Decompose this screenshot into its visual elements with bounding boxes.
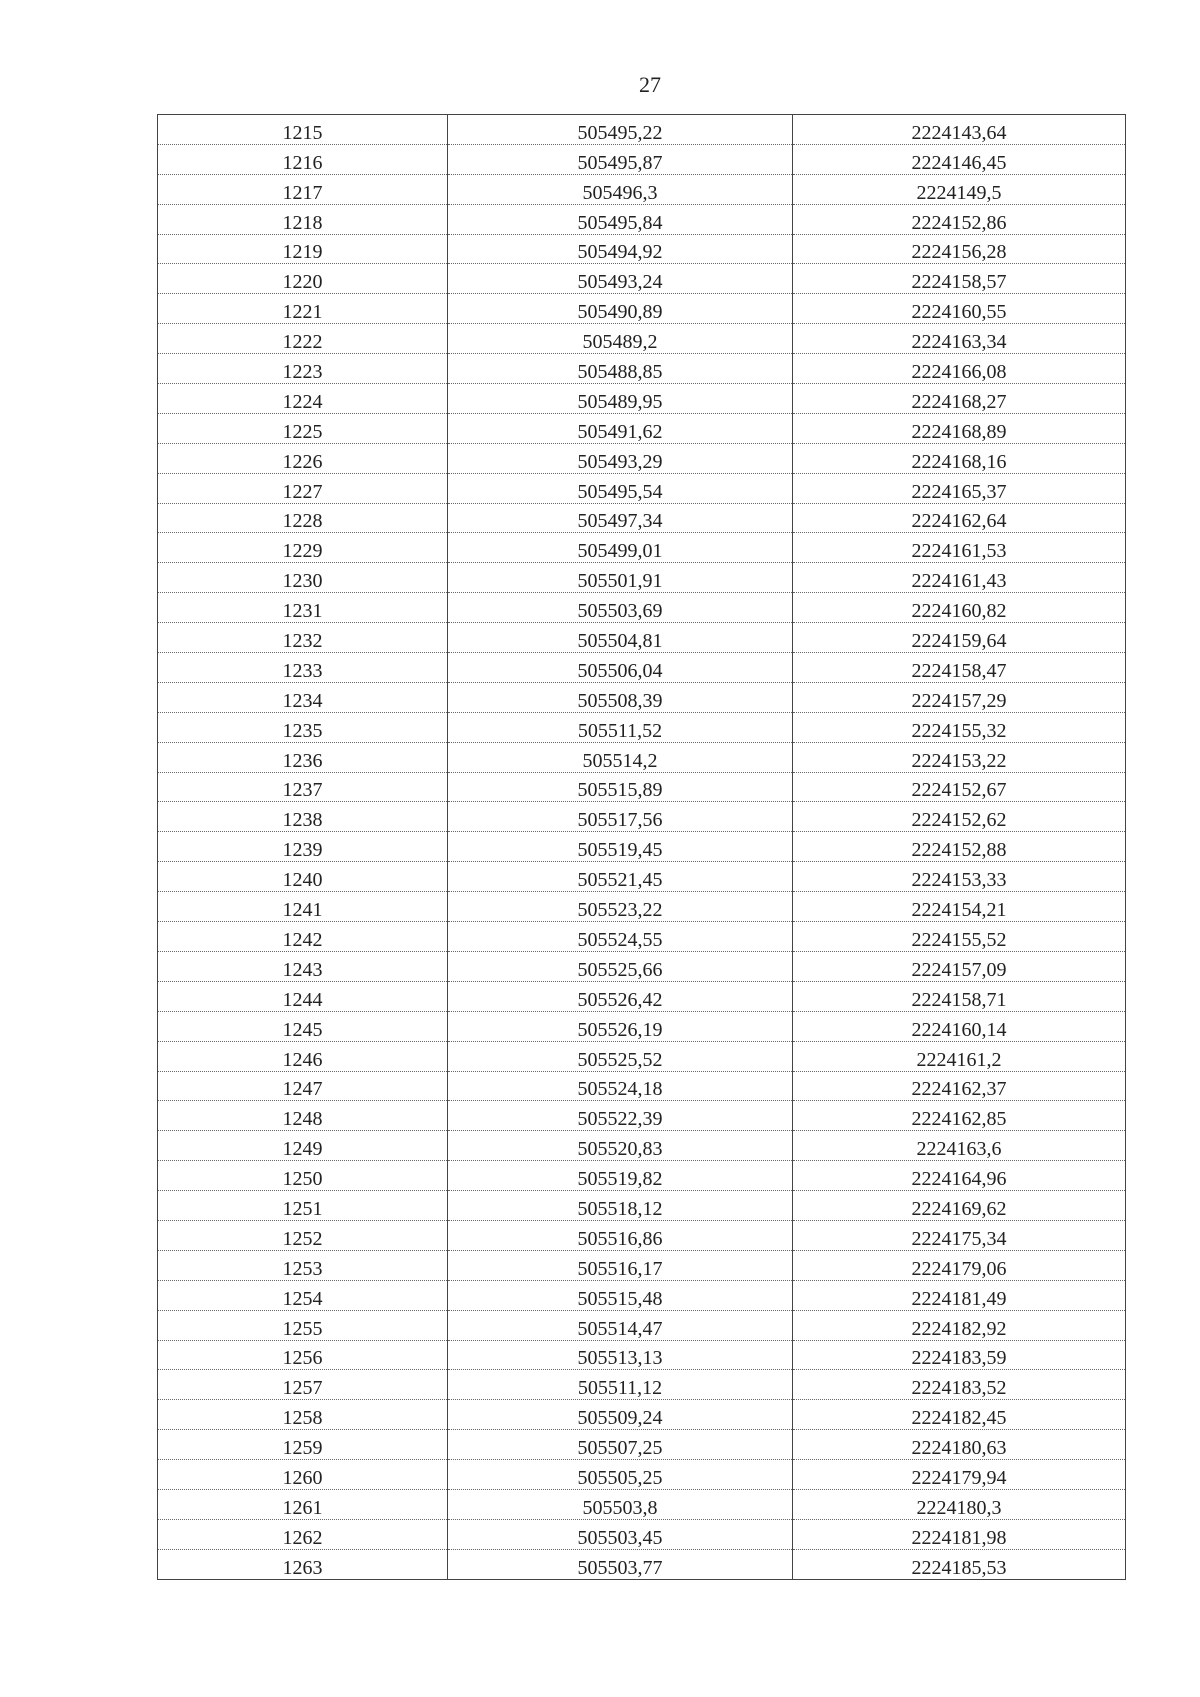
table-row bbox=[158, 1310, 1126, 1340]
point-number-cell: 1233 bbox=[158, 653, 448, 683]
table-row bbox=[158, 264, 1126, 294]
table-row bbox=[158, 204, 1126, 234]
x-coordinate-cell: 505503,77 bbox=[448, 1549, 793, 1579]
table-row bbox=[158, 832, 1126, 862]
point-number-cell: 1258 bbox=[158, 1400, 448, 1430]
table-row bbox=[158, 503, 1126, 533]
y-coordinate-cell: 2224160,82 bbox=[793, 593, 1126, 623]
point-number-cell: 1234 bbox=[158, 682, 448, 712]
y-coordinate-cell: 2224161,2 bbox=[793, 1041, 1126, 1071]
point-number-cell: 1262 bbox=[158, 1519, 448, 1549]
y-coordinate-cell: 2224158,47 bbox=[793, 653, 1126, 683]
table-row bbox=[158, 1161, 1126, 1191]
table-row bbox=[158, 1519, 1126, 1549]
point-number-cell: 1225 bbox=[158, 413, 448, 443]
x-coordinate-cell: 505519,45 bbox=[448, 832, 793, 862]
point-number-cell: 1238 bbox=[158, 802, 448, 832]
y-coordinate-cell: 2224168,89 bbox=[793, 413, 1126, 443]
x-coordinate-cell: 505516,17 bbox=[448, 1250, 793, 1280]
x-coordinate-cell: 505508,39 bbox=[448, 682, 793, 712]
y-coordinate-cell: 2224183,59 bbox=[793, 1340, 1126, 1370]
point-number-cell: 1217 bbox=[158, 174, 448, 204]
y-coordinate-cell: 2224152,86 bbox=[793, 204, 1126, 234]
x-coordinate-cell: 505495,54 bbox=[448, 473, 793, 503]
x-coordinate-cell: 505489,95 bbox=[448, 384, 793, 414]
point-number-cell: 1249 bbox=[158, 1131, 448, 1161]
y-coordinate-cell: 2224159,64 bbox=[793, 623, 1126, 653]
point-number-cell: 1236 bbox=[158, 742, 448, 772]
y-coordinate-cell: 2224160,14 bbox=[793, 1011, 1126, 1041]
x-coordinate-cell: 505504,81 bbox=[448, 623, 793, 653]
x-coordinate-cell: 505488,85 bbox=[448, 354, 793, 384]
point-number-cell: 1219 bbox=[158, 234, 448, 264]
table-row bbox=[158, 951, 1126, 981]
table-row bbox=[158, 1191, 1126, 1221]
x-coordinate-cell: 505509,24 bbox=[448, 1400, 793, 1430]
x-coordinate-cell: 505506,04 bbox=[448, 653, 793, 683]
y-coordinate-cell: 2224161,53 bbox=[793, 533, 1126, 563]
y-coordinate-cell: 2224146,45 bbox=[793, 144, 1126, 174]
x-coordinate-cell: 505511,52 bbox=[448, 712, 793, 742]
x-coordinate-cell: 505496,3 bbox=[448, 174, 793, 204]
point-number-cell: 1239 bbox=[158, 832, 448, 862]
coordinates-table bbox=[157, 114, 1126, 1580]
y-coordinate-cell: 2224182,92 bbox=[793, 1310, 1126, 1340]
table-row bbox=[158, 473, 1126, 503]
table-row bbox=[158, 623, 1126, 653]
x-coordinate-cell: 505501,91 bbox=[448, 563, 793, 593]
point-number-cell: 1215 bbox=[158, 115, 448, 145]
y-coordinate-cell: 2224157,09 bbox=[793, 951, 1126, 981]
y-coordinate-cell: 2224160,55 bbox=[793, 294, 1126, 324]
table-row bbox=[158, 1041, 1126, 1071]
point-number-cell: 1243 bbox=[158, 951, 448, 981]
y-coordinate-cell: 2224156,28 bbox=[793, 234, 1126, 264]
table-row bbox=[158, 682, 1126, 712]
y-coordinate-cell: 2224175,34 bbox=[793, 1220, 1126, 1250]
point-number-cell: 1235 bbox=[158, 712, 448, 742]
x-coordinate-cell: 505515,89 bbox=[448, 772, 793, 802]
point-number-cell: 1218 bbox=[158, 204, 448, 234]
x-coordinate-cell: 505503,69 bbox=[448, 593, 793, 623]
table-row bbox=[158, 1131, 1126, 1161]
table-row bbox=[158, 443, 1126, 473]
x-coordinate-cell: 505522,39 bbox=[448, 1101, 793, 1131]
x-coordinate-cell: 505503,45 bbox=[448, 1519, 793, 1549]
point-number-cell: 1237 bbox=[158, 772, 448, 802]
table-row bbox=[158, 593, 1126, 623]
point-number-cell: 1251 bbox=[158, 1191, 448, 1221]
point-number-cell: 1261 bbox=[158, 1489, 448, 1519]
table-row bbox=[158, 742, 1126, 772]
table-row bbox=[158, 1250, 1126, 1280]
y-coordinate-cell: 2224180,3 bbox=[793, 1489, 1126, 1519]
x-coordinate-cell: 505495,22 bbox=[448, 115, 793, 145]
point-number-cell: 1255 bbox=[158, 1310, 448, 1340]
y-coordinate-cell: 2224155,32 bbox=[793, 712, 1126, 742]
x-coordinate-cell: 505503,8 bbox=[448, 1489, 793, 1519]
x-coordinate-cell: 505491,62 bbox=[448, 413, 793, 443]
x-coordinate-cell: 505516,86 bbox=[448, 1220, 793, 1250]
table-row bbox=[158, 1430, 1126, 1460]
point-number-cell: 1256 bbox=[158, 1340, 448, 1370]
table-row bbox=[158, 1011, 1126, 1041]
point-number-cell: 1221 bbox=[158, 294, 448, 324]
point-number-cell: 1253 bbox=[158, 1250, 448, 1280]
table-row bbox=[158, 1489, 1126, 1519]
point-number-cell: 1246 bbox=[158, 1041, 448, 1071]
y-coordinate-cell: 2224161,43 bbox=[793, 563, 1126, 593]
table-row bbox=[158, 324, 1126, 354]
point-number-cell: 1230 bbox=[158, 563, 448, 593]
table-row bbox=[158, 144, 1126, 174]
point-number-cell: 1224 bbox=[158, 384, 448, 414]
y-coordinate-cell: 2224149,5 bbox=[793, 174, 1126, 204]
table-row bbox=[158, 174, 1126, 204]
point-number-cell: 1231 bbox=[158, 593, 448, 623]
y-coordinate-cell: 2224152,62 bbox=[793, 802, 1126, 832]
table-row bbox=[158, 922, 1126, 952]
x-coordinate-cell: 505524,55 bbox=[448, 922, 793, 952]
y-coordinate-cell: 2224168,27 bbox=[793, 384, 1126, 414]
x-coordinate-cell: 505494,92 bbox=[448, 234, 793, 264]
y-coordinate-cell: 2224166,08 bbox=[793, 354, 1126, 384]
y-coordinate-cell: 2224162,85 bbox=[793, 1101, 1126, 1131]
point-number-cell: 1228 bbox=[158, 503, 448, 533]
table-row bbox=[158, 1071, 1126, 1101]
x-coordinate-cell: 505489,2 bbox=[448, 324, 793, 354]
x-coordinate-cell: 505493,29 bbox=[448, 443, 793, 473]
x-coordinate-cell: 505495,87 bbox=[448, 144, 793, 174]
x-coordinate-cell: 505520,83 bbox=[448, 1131, 793, 1161]
y-coordinate-cell: 2224152,67 bbox=[793, 772, 1126, 802]
page-number: 27 bbox=[639, 72, 661, 97]
y-coordinate-cell: 2224143,64 bbox=[793, 115, 1126, 145]
y-coordinate-cell: 2224152,88 bbox=[793, 832, 1126, 862]
y-coordinate-cell: 2224155,52 bbox=[793, 922, 1126, 952]
x-coordinate-cell: 505513,13 bbox=[448, 1340, 793, 1370]
table-row bbox=[158, 1220, 1126, 1250]
table-row bbox=[158, 294, 1126, 324]
y-coordinate-cell: 2224165,37 bbox=[793, 473, 1126, 503]
y-coordinate-cell: 2224164,96 bbox=[793, 1161, 1126, 1191]
table-row bbox=[158, 862, 1126, 892]
x-coordinate-cell: 505525,52 bbox=[448, 1041, 793, 1071]
x-coordinate-cell: 505514,2 bbox=[448, 742, 793, 772]
point-number-cell: 1245 bbox=[158, 1011, 448, 1041]
coordinates-table-body bbox=[158, 115, 1126, 1580]
x-coordinate-cell: 505511,12 bbox=[448, 1370, 793, 1400]
y-coordinate-cell: 2224185,53 bbox=[793, 1549, 1126, 1579]
y-coordinate-cell: 2224179,94 bbox=[793, 1460, 1126, 1490]
x-coordinate-cell: 505526,19 bbox=[448, 1011, 793, 1041]
table-row bbox=[158, 712, 1126, 742]
point-number-cell: 1242 bbox=[158, 922, 448, 952]
table-row bbox=[158, 563, 1126, 593]
x-coordinate-cell: 505519,82 bbox=[448, 1161, 793, 1191]
point-number-cell: 1216 bbox=[158, 144, 448, 174]
table-row bbox=[158, 1340, 1126, 1370]
x-coordinate-cell: 505497,34 bbox=[448, 503, 793, 533]
point-number-cell: 1240 bbox=[158, 862, 448, 892]
table-row bbox=[158, 1101, 1126, 1131]
table-row bbox=[158, 772, 1126, 802]
table-row bbox=[158, 653, 1126, 683]
y-coordinate-cell: 2224163,6 bbox=[793, 1131, 1126, 1161]
point-number-cell: 1220 bbox=[158, 264, 448, 294]
x-coordinate-cell: 505517,56 bbox=[448, 802, 793, 832]
y-coordinate-cell: 2224182,45 bbox=[793, 1400, 1126, 1430]
point-number-cell: 1222 bbox=[158, 324, 448, 354]
y-coordinate-cell: 2224179,06 bbox=[793, 1250, 1126, 1280]
y-coordinate-cell: 2224168,16 bbox=[793, 443, 1126, 473]
table-row bbox=[158, 354, 1126, 384]
point-number-cell: 1244 bbox=[158, 981, 448, 1011]
y-coordinate-cell: 2224180,63 bbox=[793, 1430, 1126, 1460]
x-coordinate-cell: 505495,84 bbox=[448, 204, 793, 234]
point-number-cell: 1257 bbox=[158, 1370, 448, 1400]
x-coordinate-cell: 505493,24 bbox=[448, 264, 793, 294]
y-coordinate-cell: 2224162,37 bbox=[793, 1071, 1126, 1101]
x-coordinate-cell: 505490,89 bbox=[448, 294, 793, 324]
table-row bbox=[158, 1549, 1126, 1579]
point-number-cell: 1227 bbox=[158, 473, 448, 503]
point-number-cell: 1259 bbox=[158, 1430, 448, 1460]
point-number-cell: 1252 bbox=[158, 1220, 448, 1250]
table-row bbox=[158, 533, 1126, 563]
y-coordinate-cell: 2224158,71 bbox=[793, 981, 1126, 1011]
x-coordinate-cell: 505523,22 bbox=[448, 892, 793, 922]
point-number-cell: 1250 bbox=[158, 1161, 448, 1191]
y-coordinate-cell: 2224181,49 bbox=[793, 1280, 1126, 1310]
y-coordinate-cell: 2224183,52 bbox=[793, 1370, 1126, 1400]
point-number-cell: 1260 bbox=[158, 1460, 448, 1490]
x-coordinate-cell: 505507,25 bbox=[448, 1430, 793, 1460]
point-number-cell: 1241 bbox=[158, 892, 448, 922]
y-coordinate-cell: 2224157,29 bbox=[793, 682, 1126, 712]
x-coordinate-cell: 505505,25 bbox=[448, 1460, 793, 1490]
table-row bbox=[158, 1460, 1126, 1490]
y-coordinate-cell: 2224153,22 bbox=[793, 742, 1126, 772]
x-coordinate-cell: 505518,12 bbox=[448, 1191, 793, 1221]
table-row bbox=[158, 1400, 1126, 1430]
table-row bbox=[158, 384, 1126, 414]
y-coordinate-cell: 2224162,64 bbox=[793, 503, 1126, 533]
y-coordinate-cell: 2224158,57 bbox=[793, 264, 1126, 294]
y-coordinate-cell: 2224153,33 bbox=[793, 862, 1126, 892]
y-coordinate-cell: 2224154,21 bbox=[793, 892, 1126, 922]
point-number-cell: 1229 bbox=[158, 533, 448, 563]
table-row bbox=[158, 892, 1126, 922]
table-row bbox=[158, 1370, 1126, 1400]
x-coordinate-cell: 505514,47 bbox=[448, 1310, 793, 1340]
point-number-cell: 1254 bbox=[158, 1280, 448, 1310]
x-coordinate-cell: 505524,18 bbox=[448, 1071, 793, 1101]
table-row bbox=[158, 234, 1126, 264]
point-number-cell: 1226 bbox=[158, 443, 448, 473]
table-row bbox=[158, 981, 1126, 1011]
y-coordinate-cell: 2224169,62 bbox=[793, 1191, 1126, 1221]
y-coordinate-cell: 2224181,98 bbox=[793, 1519, 1126, 1549]
table-row bbox=[158, 115, 1126, 145]
point-number-cell: 1223 bbox=[158, 354, 448, 384]
point-number-cell: 1247 bbox=[158, 1071, 448, 1101]
x-coordinate-cell: 505526,42 bbox=[448, 981, 793, 1011]
table-row bbox=[158, 1280, 1126, 1310]
table-row bbox=[158, 413, 1126, 443]
point-number-cell: 1232 bbox=[158, 623, 448, 653]
x-coordinate-cell: 505515,48 bbox=[448, 1280, 793, 1310]
point-number-cell: 1248 bbox=[158, 1101, 448, 1131]
x-coordinate-cell: 505525,66 bbox=[448, 951, 793, 981]
y-coordinate-cell: 2224163,34 bbox=[793, 324, 1126, 354]
x-coordinate-cell: 505499,01 bbox=[448, 533, 793, 563]
x-coordinate-cell: 505521,45 bbox=[448, 862, 793, 892]
point-number-cell: 1263 bbox=[158, 1549, 448, 1579]
table-row bbox=[158, 802, 1126, 832]
